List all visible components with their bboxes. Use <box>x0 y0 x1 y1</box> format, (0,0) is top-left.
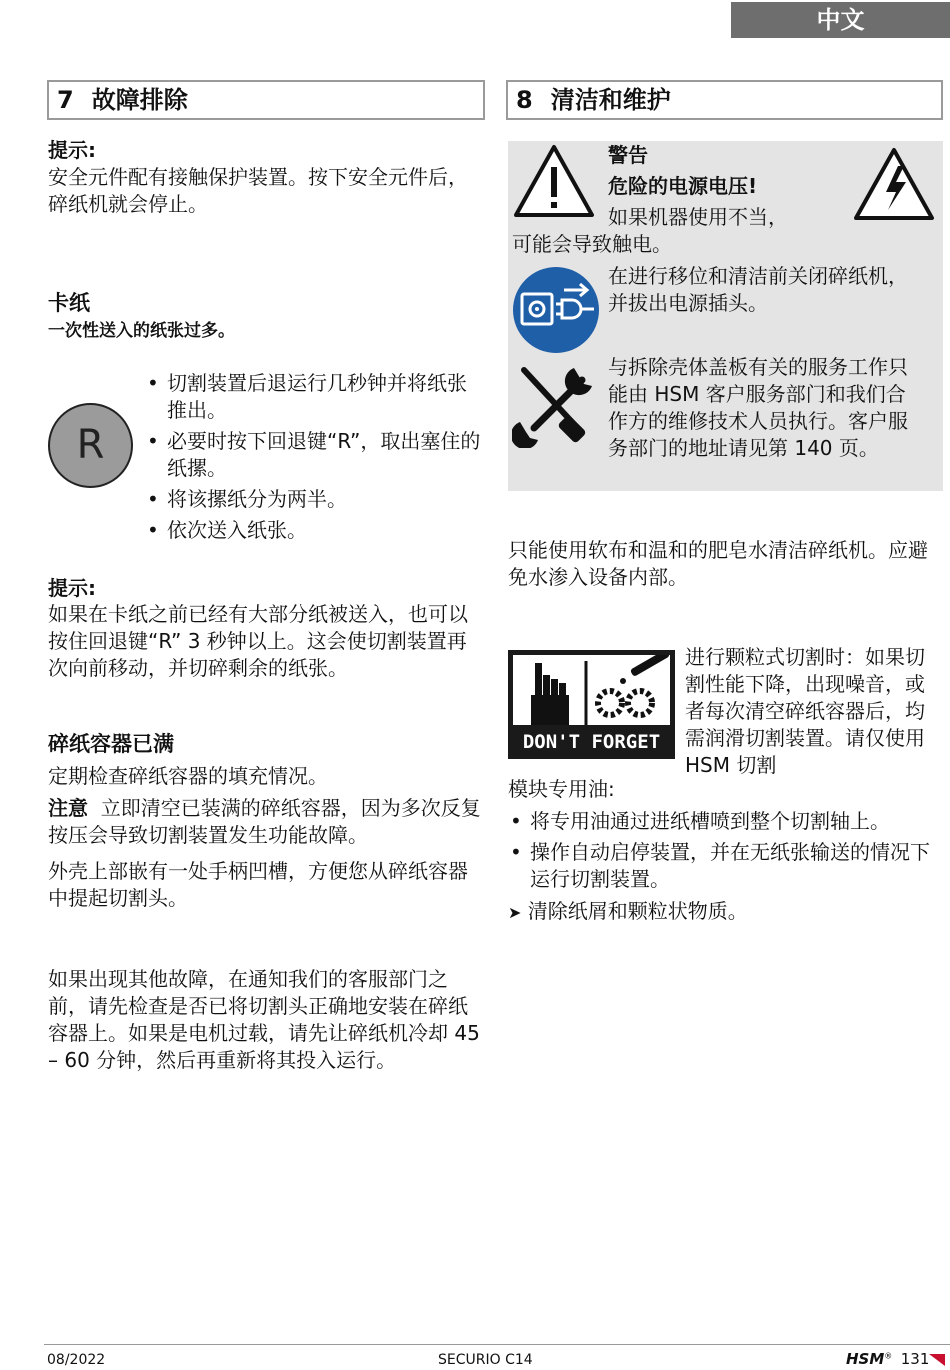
language-tab: 中文 <box>731 2 950 38</box>
warning-title: 危险的电源电压! <box>608 174 758 198</box>
oil-intro-cont: 模块专用油: <box>508 777 615 801</box>
clean-text: 只能使用软布和温和的肥皂水清洁碎纸机。应避免水渗入设备内部。 <box>508 538 928 589</box>
handle-text: 外壳上部嵌有一处手柄凹槽，方便您从碎纸容器中提起切割头。 <box>48 859 468 910</box>
note1-text: 安全元件配有接触保护装置。按下安全元件后，碎纸机就会停止。 <box>48 165 468 216</box>
jam-title: 卡纸 <box>48 291 90 315</box>
caution-body: 立即清空已装满的碎纸容器，因为多次反复按压会导致切割装置发生功能故障。 <box>48 796 481 847</box>
warning-label: 警告 <box>608 143 648 167</box>
full-title: 碎纸容器已满 <box>48 732 174 756</box>
list-item: • 必要时按下回退键“R”，取出塞住的纸摞。 <box>145 428 485 482</box>
dont-forget-icon <box>508 650 675 759</box>
list-item: • 将该摞纸分为两半。 <box>145 486 485 513</box>
list-item: • 切割装置后退运行几秒钟并将纸张推出。 <box>145 370 485 424</box>
section-title: 清洁和维护 <box>550 86 671 114</box>
full-text: 定期检查碎纸容器的填充情况。 <box>48 764 328 788</box>
dont-forget-panel <box>513 655 670 725</box>
section-7-header <box>47 80 485 120</box>
r-key-label: R <box>76 422 105 468</box>
caution-text <box>48 795 483 849</box>
section-title: 故障排除 <box>91 86 188 114</box>
page-corner-icon <box>929 1354 945 1366</box>
result-line <box>508 898 938 926</box>
warning-triangle-icon <box>512 143 596 219</box>
list-item: • 依次送入纸张。 <box>145 517 485 544</box>
r-key-icon <box>48 403 133 488</box>
caution-label: 注意 <box>48 796 88 820</box>
oil-intro: 进行颗粒式切割时：如果切割性能下降，出现噪音，或者每次清空碎纸容器后，均需润滑切割装置。请仅使用 HSM 切割 <box>685 645 925 777</box>
jam-steps-list <box>145 370 485 548</box>
footer-divider <box>44 1344 950 1345</box>
note2-label: 提示: <box>48 576 96 600</box>
list-item: • 操作自动启停装置，并在无纸张输送的情况下运行切割装置。 <box>508 839 938 893</box>
list-item: • 将专用油通过进纸槽喷到整个切割轴上。 <box>508 808 938 835</box>
section-8-header <box>506 80 943 120</box>
section-number: 7 <box>57 86 74 114</box>
section-number: 8 <box>516 86 533 114</box>
result-text: 清除纸屑和颗粒状物质。 <box>527 899 748 923</box>
note1-label: 提示: <box>48 138 96 162</box>
unplug-icon <box>512 266 600 354</box>
hand-gears-icon <box>513 655 670 725</box>
electric-hazard-icon <box>852 146 936 222</box>
page-number: 131 <box>900 1350 930 1368</box>
footer-model: SECURIO C14 <box>438 1352 533 1368</box>
arrow-right-icon: ➤ <box>508 903 522 922</box>
brand-logo: HSM <box>846 1350 885 1368</box>
other-faults-text: 如果出现其他故障，在通知我们的客服部门之前，请先检查是否已将切割头正确地安装在碎纸容器上。如果是电机过载，请先让碎纸机冷却 45 – 60 分钟，然后再重新将其投入运行。 <box>48 967 480 1072</box>
warning-line1: 如果机器使用不当， <box>608 205 788 229</box>
footer-brand <box>846 1350 929 1368</box>
oil-steps-list <box>508 808 938 897</box>
dont-forget-label: DON'T FORGET <box>522 731 661 753</box>
footer-date: 08/2022 <box>47 1352 106 1368</box>
brand-mark: ® <box>884 1351 893 1361</box>
note2-text: 如果在卡纸之前已经有大部分纸被送入，也可以按住回退键“R” 3 秒钟以上。这会使切割装置再次向前移动，并切碎剩余的纸张。 <box>48 602 468 680</box>
warning-line2: 可能会导致触电。 <box>512 232 672 256</box>
jam-subtitle: 一次性送入的纸张过多。 <box>48 321 235 341</box>
service-text: 与拆除壳体盖板有关的服务工作只能由 HSM 客户服务部门和我们合作方的维修技术人员执行。客户服务部门的地址请见第 140 页。 <box>608 355 908 460</box>
tools-icon <box>512 360 600 448</box>
unplug-text: 在进行移位和清洁前关闭碎纸机，并拔出电源插头。 <box>608 264 908 315</box>
